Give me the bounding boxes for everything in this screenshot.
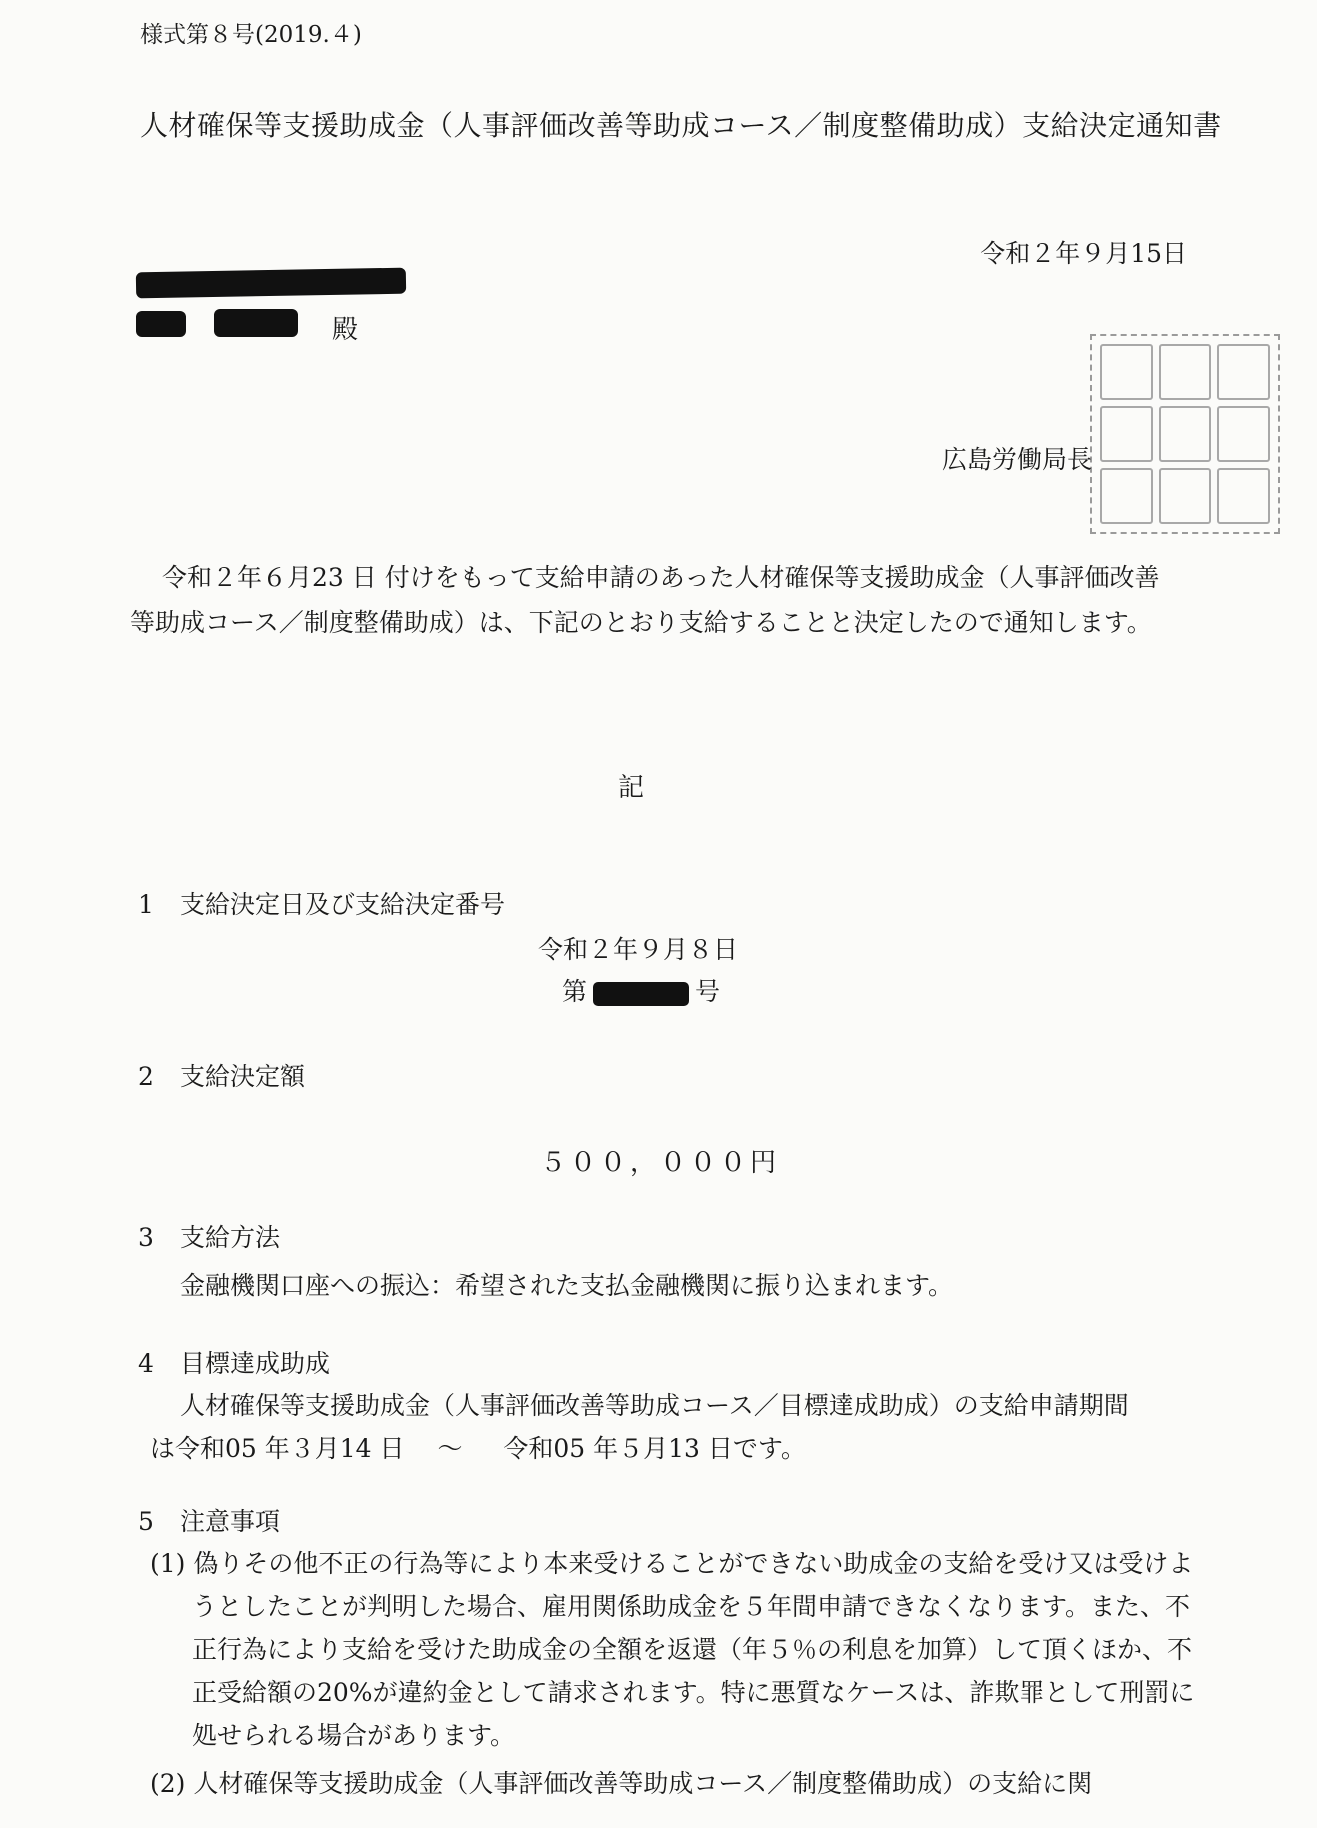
- official-seal-stamp: [1090, 334, 1280, 534]
- section-3-heading: [138, 1218, 280, 1254]
- section-1-heading: [138, 885, 505, 921]
- section-title: 目標達成助成: [180, 1349, 331, 1378]
- section-2-heading: [138, 1057, 305, 1093]
- note-item-2: (2) 人材確保等支援助成金（人事評価改善等助成コース／制度整備助成）の支給に関: [150, 1769, 1093, 1798]
- section-5-heading: [138, 1502, 280, 1538]
- section-title: 支給決定日及び支給決定番号: [180, 890, 506, 919]
- recipient-honorific: 殿: [332, 315, 359, 345]
- issue-date: 令和２年９月15日: [980, 239, 1187, 268]
- section-number: 5: [138, 1507, 154, 1536]
- section-title: 支給決定額: [180, 1062, 306, 1091]
- decision-number-suffix: 号: [695, 977, 721, 1006]
- decision-number: [562, 972, 720, 1008]
- ki-heading: 記: [618, 773, 645, 803]
- decision-number-prefix: 第: [562, 977, 588, 1006]
- section-number: 4: [138, 1349, 154, 1378]
- form-number: 様式第８号(2019.４): [140, 22, 362, 48]
- payment-method: 金融機関口座への振込：希望された支払金融機関に振り込まれます。: [180, 1271, 954, 1300]
- redacted-recipient-name: [214, 309, 298, 337]
- note-item-1: (1) 偽りその他不正の行為等により本来受けることができない助成金の支給を受け又は受けようとしたことが判明した場合、雇用関係助成金を５年間申請できなくなります。また、不正行為により支給を受けた助成金の全額を返還（年５％の利息を加算）して頂くほか、不正受給額の20%が違約金として請求されます。特に悪質なケースは、詐欺罪として刑罰に処せられる場合があります。: [150, 1549, 1195, 1750]
- decision-date: 令和２年９月８日: [538, 935, 739, 964]
- redacted-decision-number: [593, 982, 689, 1006]
- section-4-heading: [138, 1344, 330, 1380]
- section-title: 注意事項: [180, 1507, 281, 1536]
- redacted-recipient-organization: [136, 268, 406, 299]
- section-number: 1: [138, 890, 154, 919]
- notice-body: 令和２年６月23 日 付けをもって支給申請のあった人材確保等支援助成金（人事評価改善等助成コース／制度整備助成）は、下記のとおり支給することと決定したので通知します。: [130, 563, 1160, 637]
- redacted-recipient-title: [136, 311, 186, 337]
- issuer-name: 広島労働局長: [942, 445, 1093, 474]
- target-achievement-text: 人材確保等支援助成金（人事評価改善等助成コース／目標達成助成）の支給申請期間は令和05 年３月14 日 ～ 令和05 年５月13 日です。: [150, 1391, 1129, 1463]
- section-number: 2: [138, 1062, 154, 1091]
- decision-amount: ５００，０００円: [540, 1148, 781, 1178]
- section-title: 支給方法: [180, 1223, 281, 1252]
- document-title: 人材確保等支援助成金（人事評価改善等助成コース／制度整備助成）支給決定通知書: [140, 109, 1222, 142]
- section-number: 3: [138, 1223, 154, 1252]
